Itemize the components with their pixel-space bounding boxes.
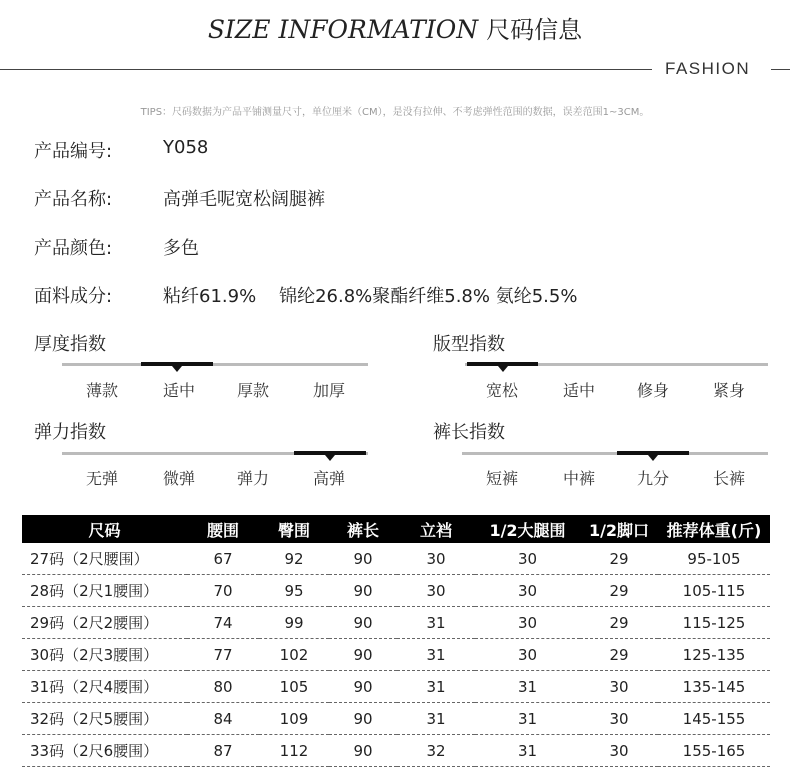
table-cell: 29	[580, 607, 658, 639]
length-marker	[617, 451, 689, 455]
page-title	[0, 10, 790, 45]
fit-arrow-icon	[498, 366, 508, 372]
table-cell: 29	[580, 639, 658, 671]
product-color-value: 多色	[163, 238, 199, 259]
fit-option: 紧身	[712, 381, 745, 400]
table-cell: 115-125	[658, 607, 770, 639]
fashion-label: FASHION	[665, 59, 751, 78]
product-name-value: 高弹毛呢宽松阔腿裤	[163, 189, 325, 210]
fit-option: 宽松	[485, 381, 518, 400]
table-cell: 70	[187, 575, 259, 607]
fit-title: 版型指数	[433, 334, 505, 355]
table-row	[22, 543, 770, 575]
table-cell: 84	[187, 703, 259, 735]
col-waist: 腰围	[187, 515, 259, 543]
size-cell: 28码（2尺1腰围）	[22, 575, 187, 607]
table-cell: 31	[397, 639, 475, 671]
fabric-value: 粘纤61.9% 锦纶26.8%聚酯纤维5.8% 氨纶5.5%	[163, 286, 578, 307]
table-cell: 31	[397, 671, 475, 703]
title-cn: 尺码信息	[486, 16, 583, 44]
length-scale-line	[462, 452, 768, 455]
table-row	[22, 575, 770, 607]
col-weight: 推荐体重(斤)	[658, 515, 770, 543]
table-cell: 90	[329, 575, 397, 607]
tips-text: TIPS：尺码数据为产品平铺测量尺寸，单位厘米（CM），是没有拉伸、不考虑弹性范围的数据，误差范围1~3CM。	[140, 107, 650, 118]
product-code-label: 产品编号:	[34, 141, 113, 162]
elastic-title: 弹力指数	[34, 422, 106, 443]
fit-scale-line	[465, 363, 768, 366]
table-cell: 80	[187, 671, 259, 703]
thickness-option: 加厚	[312, 381, 345, 400]
divider-left	[0, 69, 652, 70]
elastic-option: 无弹	[85, 469, 118, 488]
table-cell: 67	[187, 543, 259, 575]
size-cell: 33码（2尺6腰围）	[22, 735, 187, 767]
table-cell: 30	[580, 703, 658, 735]
table-cell: 90	[329, 671, 397, 703]
col-thigh: 1/2大腿围	[475, 515, 580, 543]
table-cell: 30	[475, 607, 580, 639]
table-cell: 90	[329, 735, 397, 767]
size-cell: 31码（2尺4腰围）	[22, 671, 187, 703]
table-cell: 31	[475, 735, 580, 767]
table-cell: 112	[259, 735, 329, 767]
size-cell: 30码（2尺3腰围）	[22, 639, 187, 671]
table-cell: 102	[259, 639, 329, 671]
size-cell: 32码（2尺5腰围）	[22, 703, 187, 735]
table-cell: 30	[475, 575, 580, 607]
table-cell: 30	[475, 639, 580, 671]
table-cell: 99	[259, 607, 329, 639]
table-cell: 31	[397, 703, 475, 735]
fit-marker	[467, 362, 538, 366]
length-option: 九分	[636, 469, 669, 488]
elastic-marker	[294, 451, 366, 455]
table-cell: 30	[397, 543, 475, 575]
length-option: 短裤	[485, 469, 518, 488]
col-length: 裤长	[329, 515, 397, 543]
table-cell: 29	[580, 575, 658, 607]
table-row	[22, 607, 770, 639]
divider-right	[771, 69, 790, 70]
table-cell: 31	[475, 671, 580, 703]
table-cell: 32	[397, 735, 475, 767]
thickness-title: 厚度指数	[34, 334, 106, 355]
col-hip: 臀围	[259, 515, 329, 543]
table-row	[22, 735, 770, 767]
elastic-option: 高弹	[312, 469, 345, 488]
product-color-label: 产品颜色:	[34, 238, 113, 259]
length-option: 中裤	[562, 469, 595, 488]
col-size: 尺码	[22, 515, 187, 543]
length-option: 长裤	[712, 469, 745, 488]
table-cell: 29	[580, 543, 658, 575]
product-name-label: 产品名称:	[34, 189, 113, 210]
thickness-marker	[141, 362, 213, 366]
elastic-scale-line	[62, 452, 368, 455]
table-cell: 30	[397, 575, 475, 607]
table-header-row	[22, 515, 770, 543]
elastic-option: 微弹	[162, 469, 195, 488]
table-cell: 95-105	[658, 543, 770, 575]
table-row	[22, 671, 770, 703]
col-rise: 立裆	[397, 515, 475, 543]
table-cell: 74	[187, 607, 259, 639]
thickness-option: 厚款	[236, 381, 269, 400]
product-code-value: Y058	[163, 137, 209, 158]
table-cell: 95	[259, 575, 329, 607]
table-cell: 30	[580, 671, 658, 703]
table-cell: 105-115	[658, 575, 770, 607]
table-cell: 145-155	[658, 703, 770, 735]
table-cell: 30	[580, 735, 658, 767]
elastic-arrow-icon	[325, 455, 335, 461]
thickness-option: 薄款	[85, 381, 118, 400]
table-cell: 31	[475, 703, 580, 735]
table-cell: 30	[475, 543, 580, 575]
table-row	[22, 703, 770, 735]
table-cell: 87	[187, 735, 259, 767]
size-table	[22, 515, 770, 767]
table-cell: 90	[329, 543, 397, 575]
thickness-arrow-icon	[172, 366, 182, 372]
table-cell: 155-165	[658, 735, 770, 767]
size-cell: 29码（2尺2腰围）	[22, 607, 187, 639]
table-cell: 105	[259, 671, 329, 703]
length-arrow-icon	[648, 455, 658, 461]
table-row	[22, 639, 770, 671]
fit-option: 适中	[562, 381, 595, 400]
table-cell: 90	[329, 639, 397, 671]
thickness-option: 适中	[162, 381, 195, 400]
table-cell: 92	[259, 543, 329, 575]
table-cell: 77	[187, 639, 259, 671]
elastic-option: 弹力	[236, 469, 269, 488]
table-cell: 90	[329, 607, 397, 639]
table-cell: 125-135	[658, 639, 770, 671]
length-title: 裤长指数	[433, 422, 505, 443]
size-cell: 27码（2尺腰围）	[22, 543, 187, 575]
thickness-scale-line	[62, 363, 368, 366]
table-cell: 135-145	[658, 671, 770, 703]
table-cell: 90	[329, 703, 397, 735]
col-hem: 1/2脚口	[580, 515, 658, 543]
table-cell: 109	[259, 703, 329, 735]
fit-option: 修身	[636, 381, 669, 400]
title-en: SIZE INFORMATION	[207, 15, 479, 44]
fabric-label: 面料成分:	[34, 286, 113, 307]
table-cell: 31	[397, 607, 475, 639]
